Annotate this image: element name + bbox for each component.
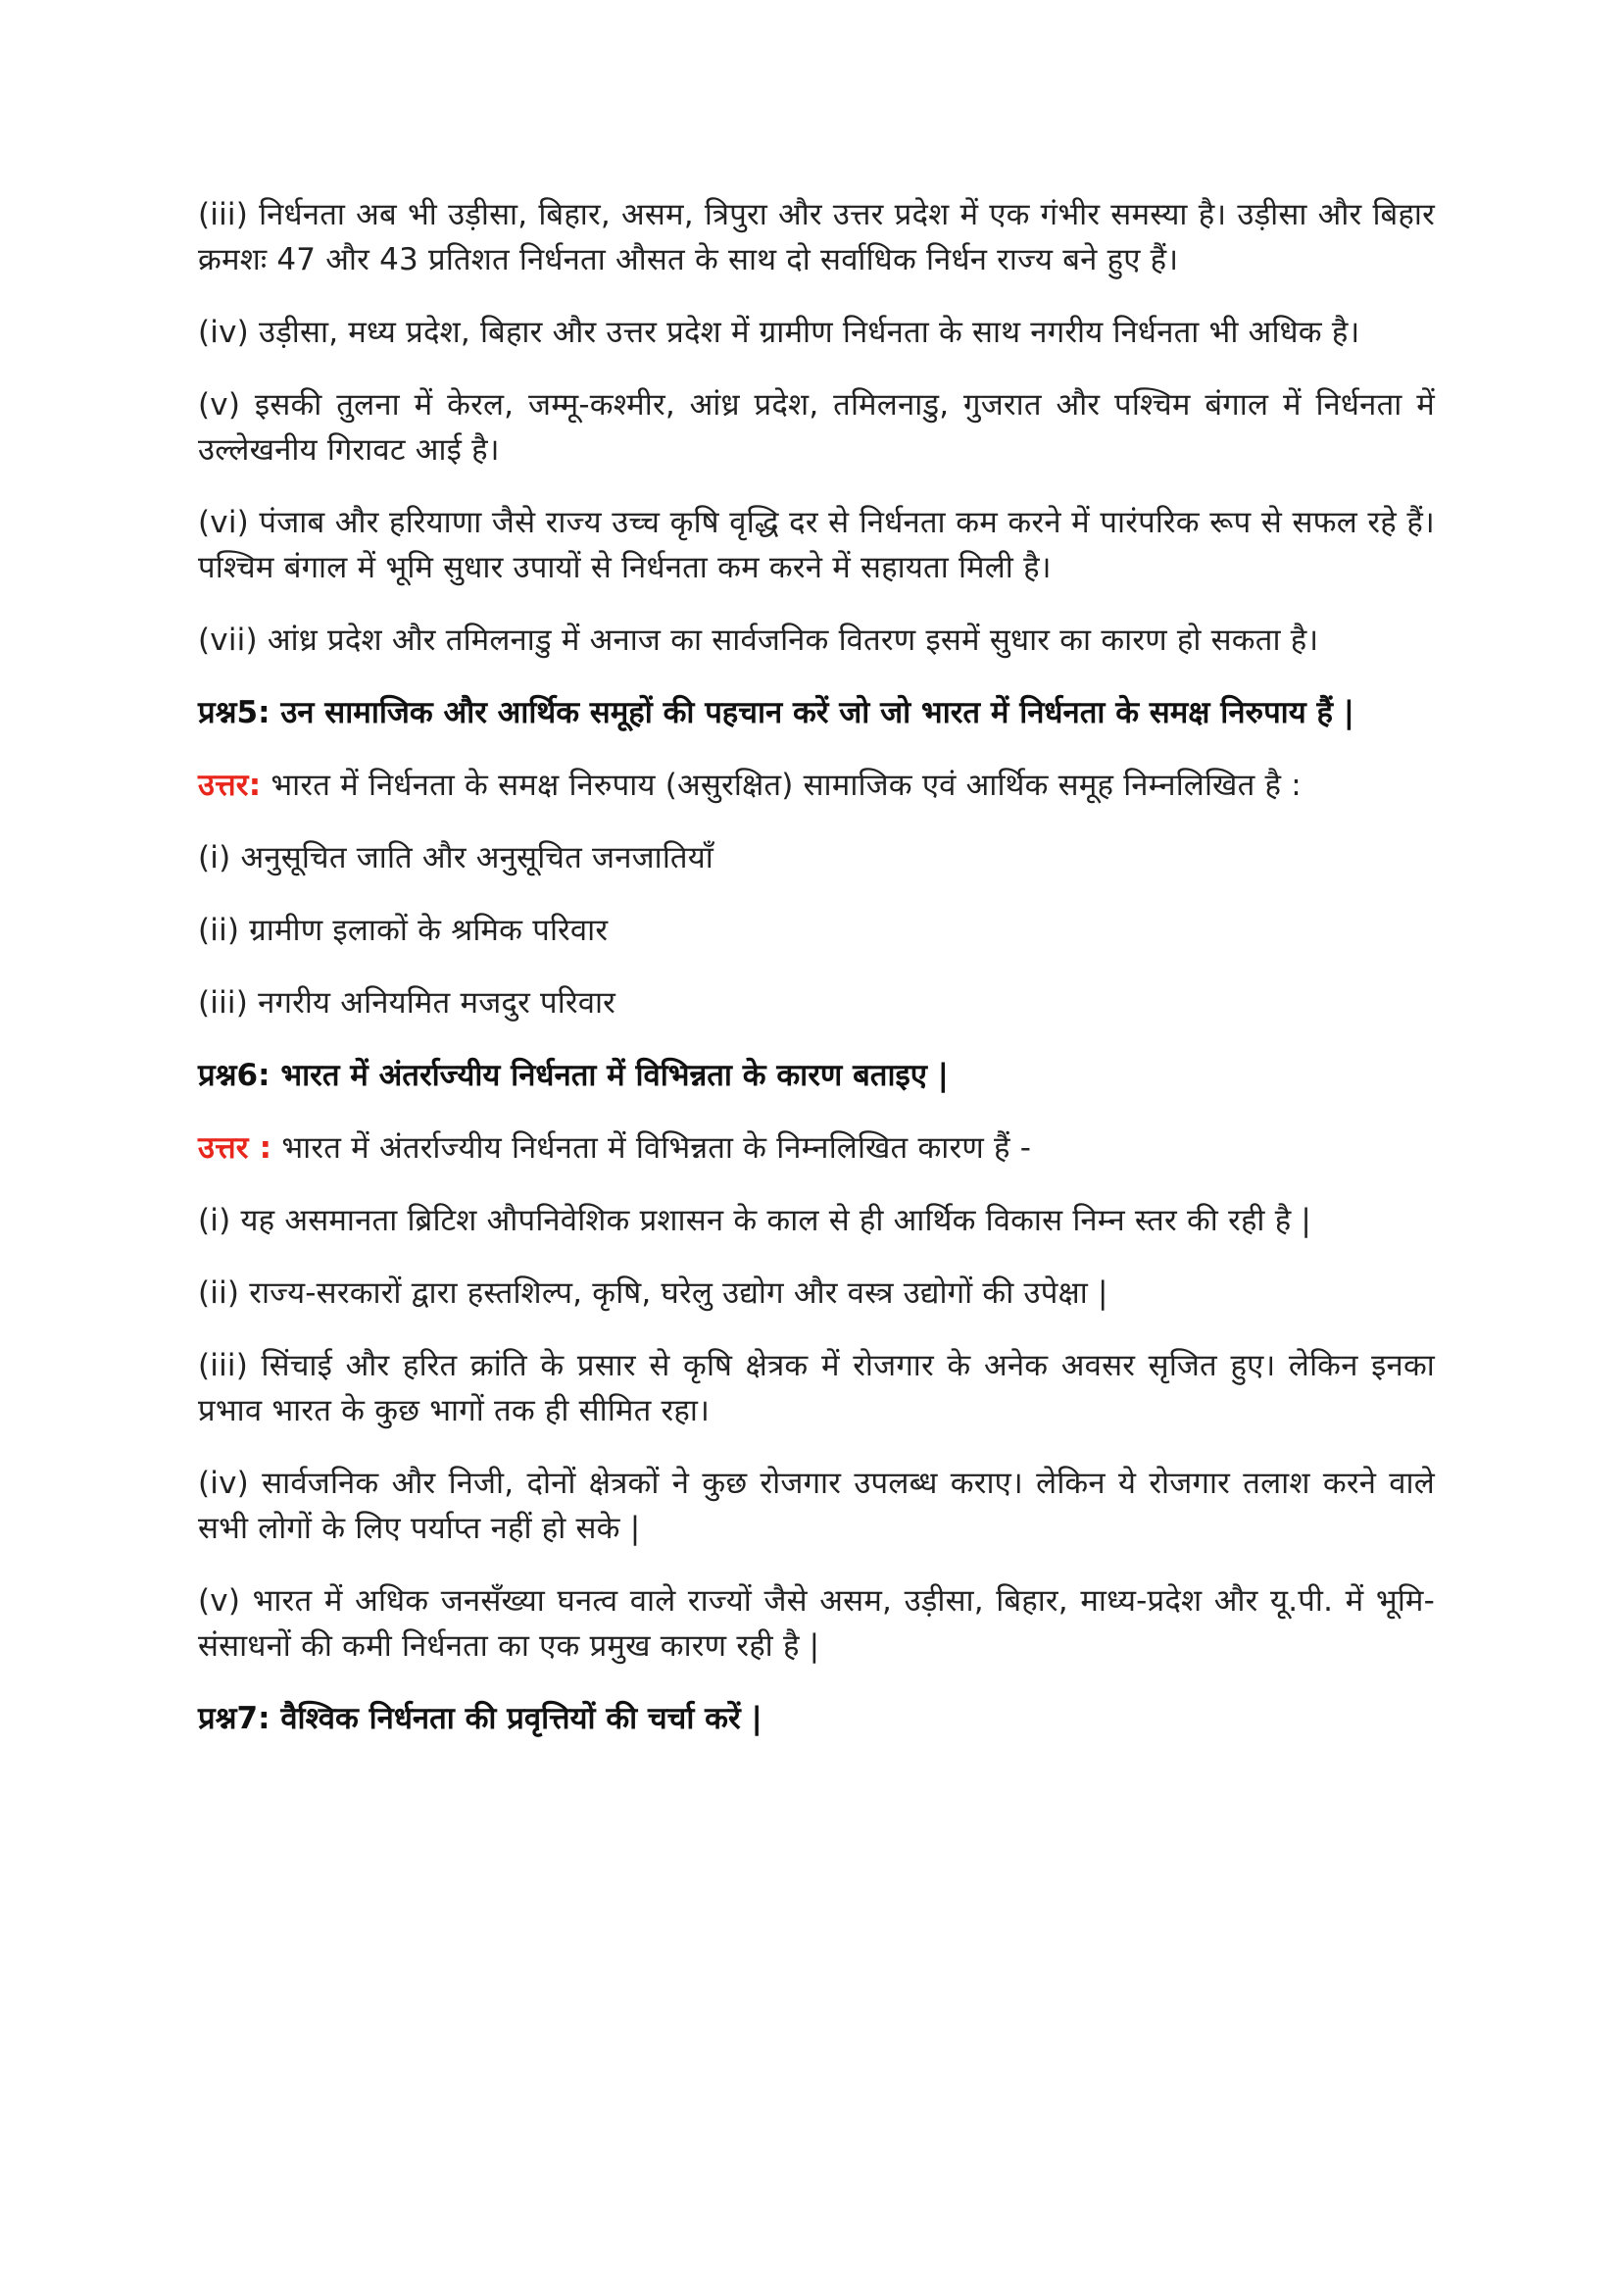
list-item: (iii) सिंचाई और हरित क्रांति के प्रसार से कृषि क्षेत्रक में रोजगार के अनेक अवसर सृजित हुए। लेकिन इनका प्रभाव भारत के कुछ भागों तक ही सीमित रहा।: [198, 1348, 1435, 1428]
list-item: (ii) राज्य-सरकारों द्वारा हस्तशिल्प, कृषि, घरेलु उद्योग और वस्त्र उद्योगों की उपेक्षा |: [198, 1275, 1108, 1311]
list-item: (v) भारत में अधिक जनसँख्या घनत्व वाले राज्यों जैसे असम, उड़ीसा, बिहार, माध्य-प्रदेश और यू.पी. में भूमि-संसाधनों की कमी निर्धनता का एक प्रमुख कारण रही है |: [198, 1583, 1435, 1664]
document-page: [198, 192, 1435, 1769]
point-vii: (vii) आंध्र प्रदेश और तमिलनाडु में अनाज का सार्वजनिक वितरण इसमें सुधार का कारण हो सकता है।: [198, 623, 1319, 658]
point-vi: (vi) पंजाब और हरियाणा जैसे राज्य उच्च कृषि वृद्धि दर से निर्धनता कम करने में पारंपरिक रूप से सफल रहे हैं। पश्चिम बंगाल में भूमि सुधार उपायों से निर्धनता कम करने में सहायता मिली है।: [198, 505, 1435, 585]
point-iii: (iii) निर्धनता अब भी उड़ीसा, बिहार, असम, त्रिपुरा और उत्तर प्रदेश में एक गंभीर समस्या है। उड़ीसा और बिहार क्रमशः 47 और 43 प्रतिशत निर्धनता औसत के साथ दो सर्वाधिक निर्धन राज्य बने हुए हैं।: [198, 197, 1435, 277]
answer-5: [198, 763, 1435, 808]
answer-label: उत्तर :: [198, 1130, 272, 1166]
list-item: (ii) ग्रामीण इलाकों के श्रमिक परिवार: [198, 913, 609, 948]
list-item: (iii) नगरीय अनियमित मजदुर परिवार: [198, 985, 616, 1021]
list-item: (iv) सार्वजनिक और निजी, दोनों क्षेत्रकों ने कुछ रोजगार उपलब्ध कराए। लेकिन ये रोजगार तलाश करने वाले सभी लोगों के लिए पर्याप्त नहीं हो सके |: [198, 1466, 1435, 1546]
answer-5-text: भारत में निर्धनता के समक्ष निरुपाय (असुरक्षित) सामाजिक एवं आर्थिक समूह निम्नलिखित है :: [261, 768, 1302, 803]
answer-6-text: भारत में अंतर्राज्यीय निर्धनता में विभिन्नता के निम्नलिखित कारण हैं -: [271, 1130, 1032, 1166]
list-item: (i) अनुसूचित जाति और अनुसूचित जनजातियाँ: [198, 840, 713, 875]
point-iv: (iv) उड़ीसा, मध्य प्रदेश, बिहार और उत्तर प्रदेश में ग्रामीण निर्धनता के साथ नगरीय निर्धनता भी अधिक है।: [198, 315, 1360, 350]
question-6: प्रश्न6: भारत में अंतर्राज्यीय निर्धनता में विभिन्नता के कारण बताइए |: [198, 1058, 949, 1093]
answer-label: उत्तर:: [198, 768, 262, 803]
question-5: प्रश्न5: उन सामाजिक और आर्थिक समूहों की पहचान करें जो जो भारत में निर्धनता के समक्ष निरुपाय हैं |: [198, 695, 1355, 730]
answer-6: [198, 1125, 1435, 1171]
question-7: प्रश्न7: वैश्विक निर्धनता की प्रवृत्तियों की चर्चा करें |: [198, 1701, 762, 1736]
list-item: (i) यह असमानता ब्रिटिश औपनिवेशिक प्रशासन के काल से ही आर्थिक विकास निम्न स्तर की रही है |: [198, 1203, 1312, 1238]
point-v: (v) इसकी तुलना में केरल, जम्मू-कश्मीर, आंध्र प्रदेश, तमिलनाडु, गुजरात और पश्चिम बंगाल में निर्धनता में उल्लेखनीय गिरावट आई है।: [198, 387, 1435, 468]
